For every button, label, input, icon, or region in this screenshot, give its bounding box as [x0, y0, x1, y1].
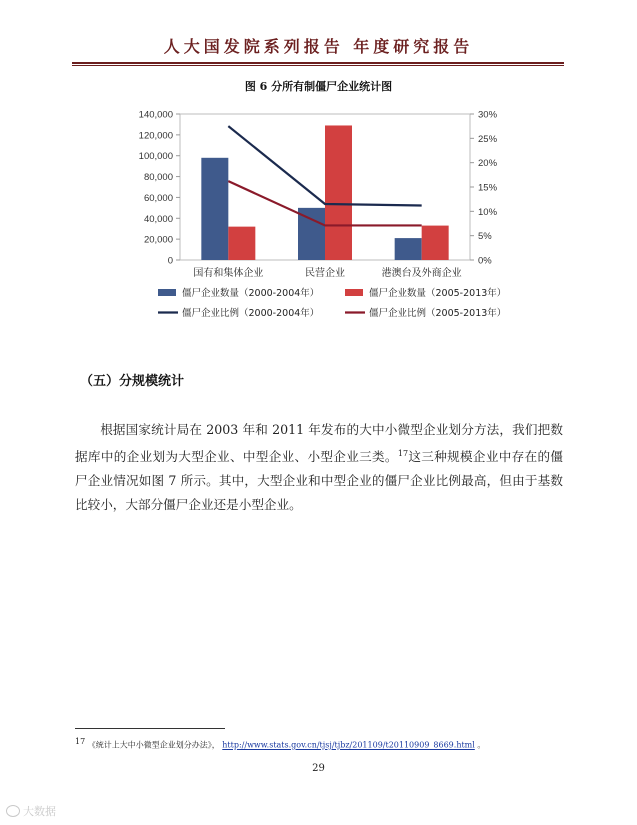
left-axis-tick-label: 60,000	[143, 192, 173, 204]
ownership-zombie-chart	[90, 98, 560, 338]
left-axis-tick-label: 20,000	[143, 234, 173, 246]
bar	[325, 125, 352, 260]
left-axis-tick-label: 120,000	[138, 130, 173, 142]
footnote-number: 17	[75, 737, 86, 746]
footnote-rule	[75, 728, 225, 729]
right-axis-tick-label: 5%	[478, 231, 492, 243]
legend-label: 僵尸企业数量（2005-2013年）	[369, 288, 507, 299]
page-number: 29	[312, 763, 325, 774]
legend-label: 僵尸企业比例（2005-2013年）	[369, 308, 507, 319]
legend-label: 僵尸企业数量（2000-2004年）	[182, 288, 320, 299]
bar	[422, 226, 449, 260]
section-heading: （五）分规模统计	[80, 374, 185, 389]
footnote-text: 《统计上大中小微型企业划分办法》，	[87, 740, 220, 750]
right-axis-tick-label: 10%	[478, 206, 498, 218]
legend-swatch	[158, 289, 176, 296]
right-axis-tick-label: 30%	[478, 109, 498, 121]
body-text-part2: 这三种规模企业中存在的僵尸企业情况如图 7 所示。其中，大型企业和中型企业的僵尸企业比例最高，但由于基数比较小，大部分僵尸企业还是小型企业。	[75, 449, 564, 513]
header-rule-thin	[72, 65, 564, 66]
header-rule	[72, 62, 564, 64]
left-axis-tick-label: 100,000	[138, 151, 173, 163]
left-axis-tick-label: 80,000	[143, 172, 173, 184]
left-axis-tick-label: 0	[167, 255, 173, 267]
watermark	[6, 803, 56, 819]
bar	[228, 227, 255, 260]
body-paragraph	[75, 418, 563, 517]
watermark-text: 大数据	[23, 805, 56, 818]
left-axis-tick-label: 40,000	[143, 213, 173, 225]
bar	[201, 158, 228, 260]
bar	[395, 238, 422, 260]
footnote-end: 。	[477, 740, 486, 750]
body-text-part1: 根据国家统计局在 2003 年和 2011 年发布的大中小微型企业划分方法，我们把数据库中的企业划为大型企业、中型企业、小型企业三类。	[75, 422, 563, 465]
category-label: 港澳台及外商企业	[381, 268, 462, 279]
legend-swatch	[345, 289, 363, 296]
left-axis-tick-label: 140,000	[138, 109, 173, 121]
footnote-link[interactable]: http://www.stats.gov.cn/tjsj/tjbz/201109/t20110909_8669.html	[222, 740, 475, 750]
right-axis-tick-label: 15%	[478, 182, 498, 194]
category-label: 国有和集体企业	[193, 268, 264, 279]
legend-label: 僵尸企业比例（2000-2004年）	[182, 308, 320, 319]
right-axis-tick-label: 0%	[478, 255, 492, 267]
figure-caption: 图 6 分所有制僵尸企业统计图	[244, 80, 393, 93]
footnote	[75, 737, 575, 751]
category-label: 民营企业	[305, 268, 345, 279]
footnote-reference[interactable]: 17	[397, 449, 409, 458]
watermark-logo-icon	[6, 805, 20, 817]
right-axis-tick-label: 20%	[478, 158, 498, 170]
right-axis-tick-label: 25%	[478, 133, 498, 145]
report-header-title: 人大国发院系列报告 年度研究报告	[163, 37, 474, 56]
